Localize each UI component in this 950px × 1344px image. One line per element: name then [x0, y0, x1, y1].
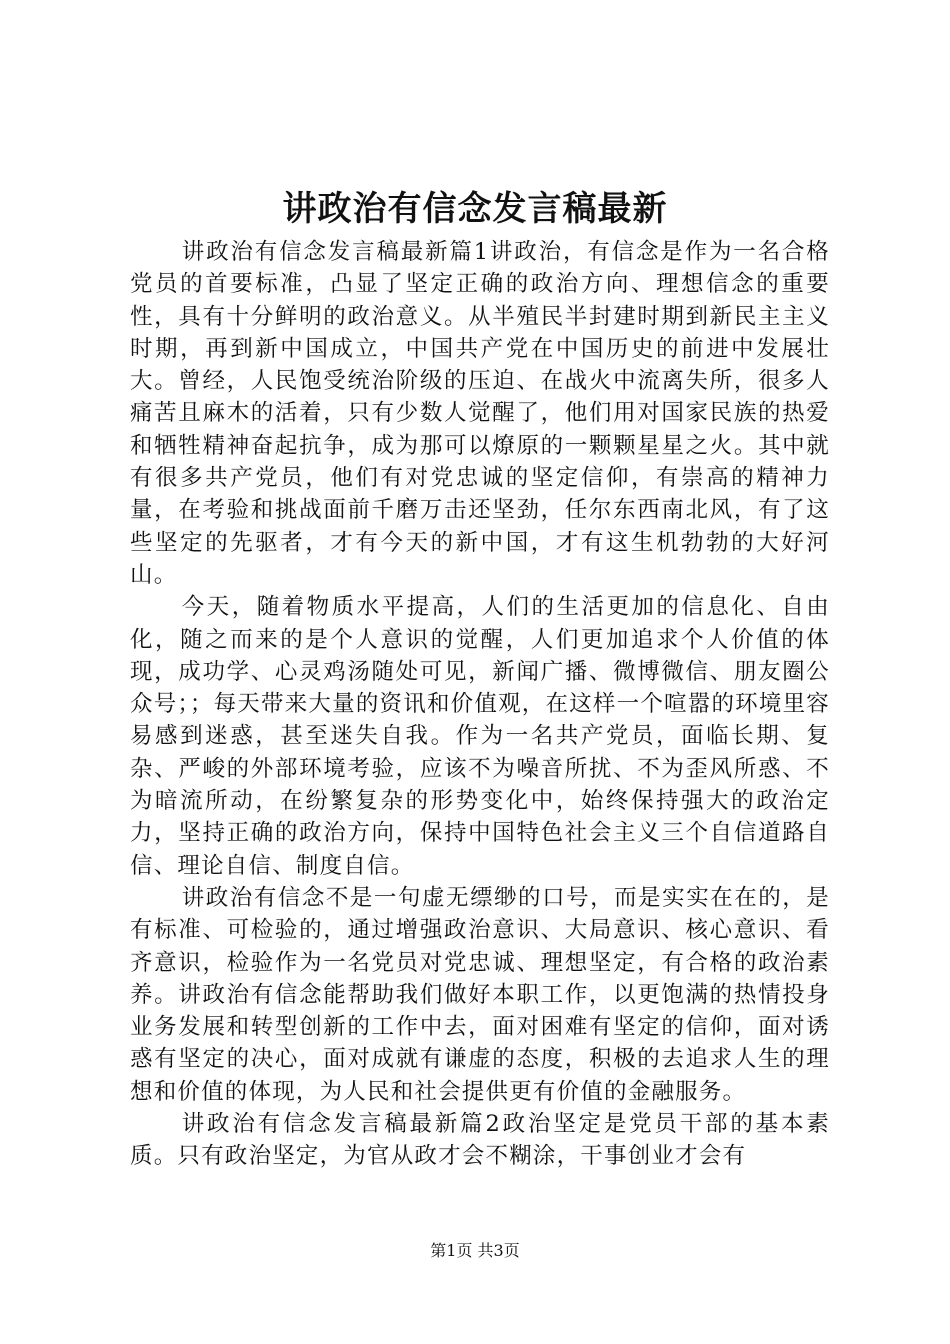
- paragraph: 今天，随着物质水平提高，人们的生活更加的信息化、自由化，随之而来的是个人意识的觉醒，人们更加追求个人价值的体现，成功学、心灵鸡汤随处可见，新闻广播、微博微信、朋友圈公众号；；每天带来大量的资讯和价值观，在这样一个喧嚣的环境里容易感到迷惑，甚至迷失自我。作为一名共产党员，面临长期、复杂、严峻的外部环境考验，应该不为噪音所扰、不为歪风所惑、不为暗流所动，在纷繁复杂的形势变化中，始终保持强大的政治定力，坚持正确的政治方向，保持中国特色社会主义三个自信道路自信、理论自信、制度自信。: [130, 594, 830, 879]
- document-title: 讲政治有信念发言稿最新: [282, 189, 668, 229]
- page-number-footer: 第1页 共3页: [430, 1241, 520, 1260]
- paragraph: 讲政治有信念发言稿最新篇1讲政治，有信念是作为一名合格党员的首要标准，凸显了坚定正确的政治方向、理想信念的重要性，具有十分鲜明的政治意义。从半殖民半封建时期到新民主主义时期，再到新中国成立，中国共产党在中国历史的前进中发展壮大。曾经，人民饱受统治阶级的压迫、在战火中流离失所，很多人痛苦且麻木的活着，只有少数人觉醒了，他们用对国家民族的热爱和牺牲精神奋起抗争，成为那可以燎原的一颗颗星星之火。其中就有很多共产党员，他们有对党忠诚的坚定信仰，有崇高的精神力量，在考验和挑战面前千磨万击还坚劲，任尔东西南北风，有了这些坚定的先驱者，才有今天的新中国，才有这生机勃勃的大好河山。: [130, 239, 830, 588]
- document-body: [130, 236, 830, 1173]
- paragraph: 讲政治有信念发言稿最新篇2政治坚定是党员干部的基本素质。只有政治坚定，为官从政才会不糊涂，干事创业才会有: [130, 1111, 830, 1170]
- paragraph: 讲政治有信念不是一句虚无缥缈的口号，而是实实在在的，是有标准、可检验的，通过增强政治意识、大局意识、核心意识、看齐意识，检验作为一名党员对党忠诚、理想坚定，有合格的政治素养。讲政治有信念能帮助我们做好本职工作，以更饱满的热情投身业务发展和转型创新的工作中去，面对困难有坚定的信仰，面对诱惑有坚定的决心，面对成就有谦虚的态度，积极的去追求人生的理想和价值的体现，为人民和社会提供更有价值的金融服务。: [130, 884, 830, 1105]
